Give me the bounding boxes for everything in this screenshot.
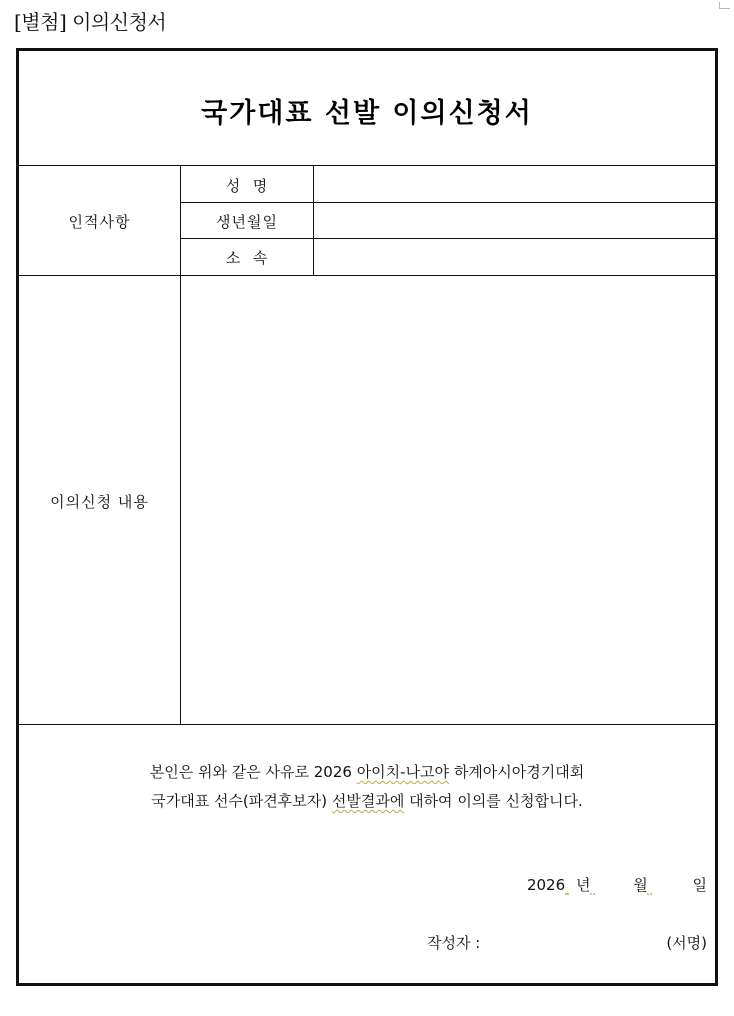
statement-line-1-suffix: 하계아시아경기대회 [449, 763, 585, 781]
info-section-divider [19, 275, 715, 276]
affiliation-field-label: 소 속 [225, 249, 269, 267]
form-title: 국가대표 선발 이의신청서 [201, 98, 533, 129]
statement-line-2-suffix: 대하여 이의를 신청합니다. [404, 792, 583, 810]
objection-content-label: 이의신청 내용 [50, 493, 149, 511]
statement-line-1 [19, 761, 715, 782]
content-section-divider [19, 724, 715, 725]
statement-line-1-prefix: 본인은 위와 같은 사유로 2026 [149, 763, 357, 781]
page-corner-mark [719, 2, 730, 9]
title-divider [19, 165, 715, 166]
personal-info-label: 인적사항 [68, 213, 131, 231]
author-label: 작성자 : [427, 934, 481, 952]
attachment-label: [별첨] 이의신청서 [14, 10, 167, 34]
birthdate-field-label: 생년월일 [216, 213, 278, 231]
statement-line-2 [19, 790, 715, 811]
objection-form [16, 48, 718, 986]
affiliation-field-value[interactable] [314, 247, 714, 267]
date-day-unit: 일 [692, 876, 707, 894]
statement-line-2-prefix: 국가대표 선수(파견후보자) [151, 792, 332, 810]
selection-result-text: 선발결과에 [331, 792, 405, 810]
name-field-label: 성 명 [225, 177, 269, 195]
date-year-unit: 년 [575, 876, 591, 894]
info-row-divider-1 [180, 202, 715, 203]
info-row-divider-2 [180, 238, 715, 239]
birthdate-field-value[interactable] [314, 211, 714, 231]
date-row [527, 874, 707, 895]
date-year[interactable]: 2026 [526, 876, 566, 894]
date-month-unit: 월 [633, 876, 648, 894]
event-name-text: 아이치-나고야 [356, 763, 450, 781]
objection-content-area[interactable] [181, 277, 716, 722]
signature-mark[interactable]: (서명) [666, 934, 707, 952]
name-field-value[interactable] [314, 175, 714, 195]
